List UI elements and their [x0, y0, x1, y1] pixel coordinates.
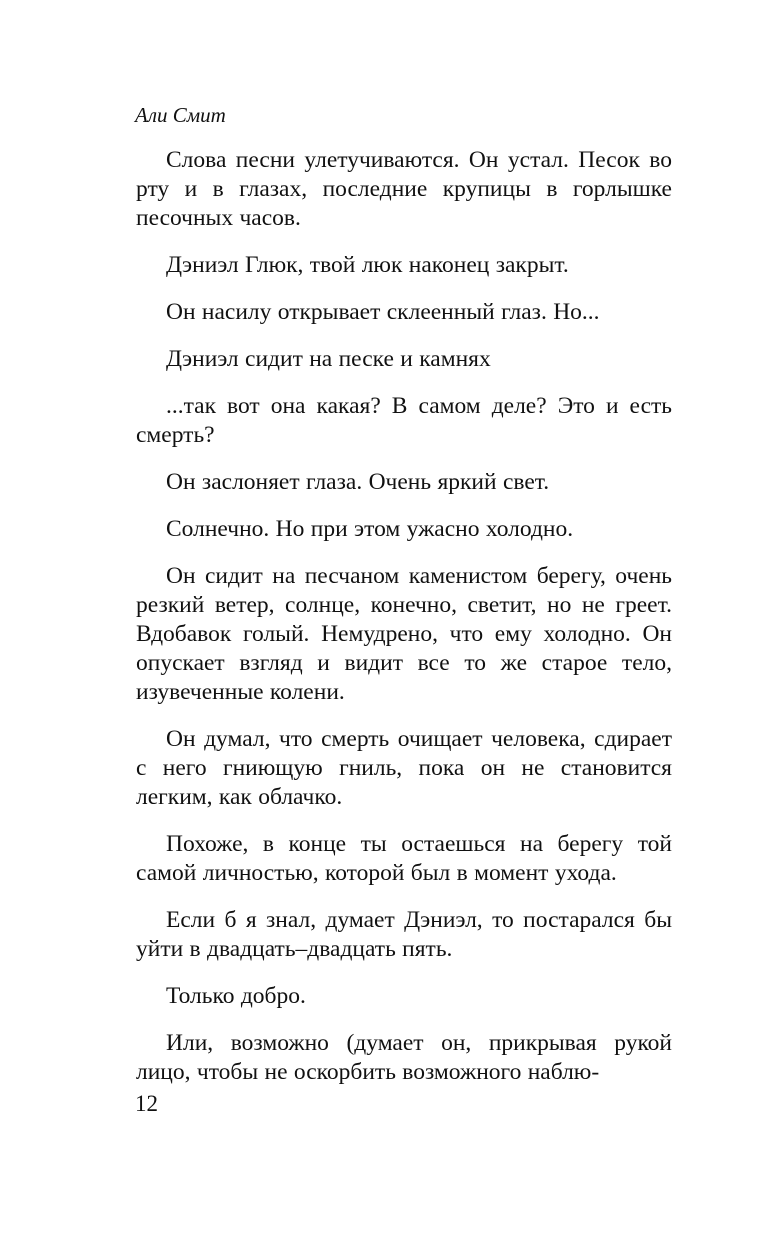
paragraph: Он думал, что смерть очищает человека, сдирает с него гниющую гниль, пока он не становится легким, как облачко.: [136, 726, 672, 810]
page-number: 12: [135, 1091, 158, 1116]
paragraph: Он насилу открывает склеенный глаз. Но...: [166, 299, 600, 325]
body-text: [136, 146, 672, 1087]
paragraph: Солнечно. Но при этом ужасно холодно.: [166, 516, 574, 542]
paragraph: Только добро.: [166, 983, 306, 1009]
paragraph: Дэниэл сидит на песке и камнях: [166, 346, 491, 372]
paragraph: Он заслоняет глаза. Очень яркий свет.: [166, 469, 550, 495]
running-head-author: Али Смит: [135, 103, 226, 127]
paragraph: ...так вот она какая? В самом деле? Это и есть смерть?: [136, 393, 672, 448]
paragraph: Похоже, в конце ты остаешься на берегу той самой личностью, которой был в момент ухода.: [136, 831, 672, 886]
paragraph: Он сидит на песчаном каменистом берегу, очень резкий ветер, солнце, конечно, светит, но не греет. Вдобавок голый. Немудрено, что ему холодно. Он опускает взгляд и видит все то же старое тело, изувеченные колени.: [136, 563, 672, 705]
paragraph: Дэниэл Глюк, твой люк наконец закрыт.: [166, 252, 569, 278]
paragraph: Или, возможно (думает он, прикрывая рукой лицо, чтобы не оскорбить возможного наблю-: [136, 1030, 672, 1085]
paragraph: Слова песни улетучиваются. Он устал. Песок во рту и в глазах, последние крупицы в горлышке песочных часов.: [136, 147, 672, 231]
paragraph: Если б я знал, думает Дэниэл, то постарался бы уйти в двадцать–двадцать пять.: [136, 907, 672, 962]
